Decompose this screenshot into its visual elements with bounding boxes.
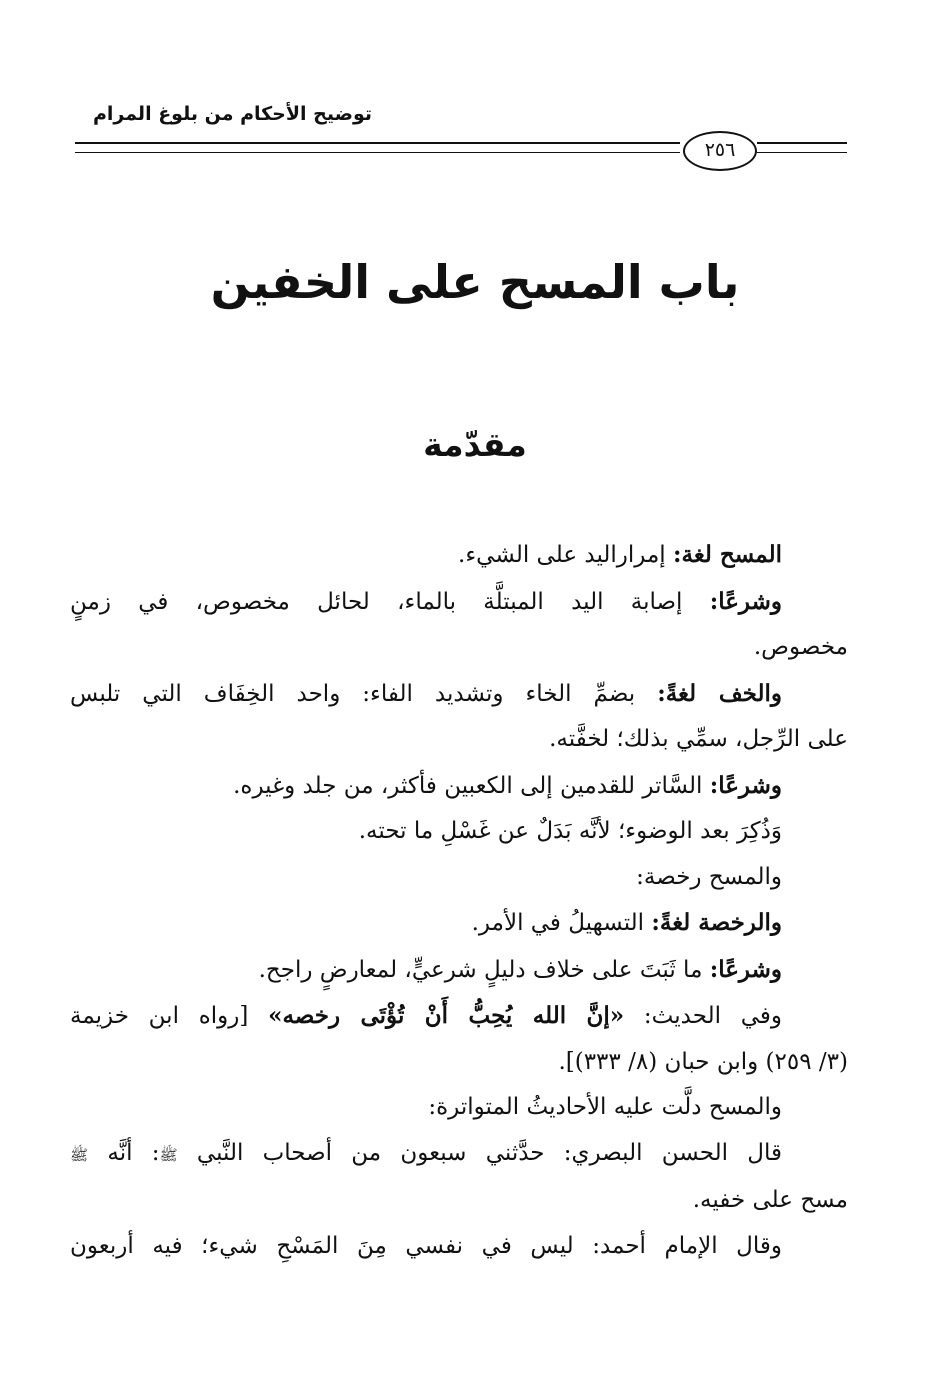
definition-text: إصابة اليد المبتلَّة بالماء، لحائل مخصوص، في زمنٍ bbox=[70, 588, 710, 615]
text-line: والمسح رخصة: bbox=[636, 863, 782, 890]
definition-text: التسهيلُ في الأمر. bbox=[471, 910, 652, 936]
text-line bbox=[70, 1131, 848, 1179]
text-line bbox=[70, 947, 848, 994]
term-label: وشرعًا: bbox=[709, 771, 782, 799]
hadith-intro: وفي الحديث: bbox=[624, 1003, 782, 1029]
text-line: مسح على خفيه. bbox=[692, 1187, 848, 1213]
chapter-title: باب المسح على الخفين bbox=[210, 255, 740, 309]
term-label: وشرعًا: bbox=[709, 955, 782, 983]
text-line: مخصوص. bbox=[753, 634, 848, 660]
definition-text: إمرارالید علی الشيء. bbox=[458, 542, 673, 568]
body-text bbox=[70, 532, 848, 1269]
header-rule-top-left bbox=[75, 142, 680, 144]
text-line: على الرِّجل، سمِّي بذلك؛ لخفَّته. bbox=[549, 726, 848, 752]
narration-text: قال الحسن البصري: حدَّثني سبعون من أصحاب النَّبي bbox=[177, 1139, 782, 1166]
text-line: وَذُكِرَ بعد الوضوء؛ لأنَّه بَدَلٌ عن غَسْلِ ما تحته. bbox=[358, 818, 782, 844]
definition-text: بضمِّ الخاء وتشديد الفاء: واحد الخِفَاف التي تلبس bbox=[70, 680, 658, 707]
text-line: والمسح دلَّت عليه الأحاديثُ المتواترة: bbox=[428, 1094, 782, 1120]
text-line bbox=[70, 993, 848, 1040]
header-rule-bottom-left bbox=[75, 152, 680, 153]
term-label: وشرعًا: bbox=[709, 587, 782, 615]
narration-text: : أنَّه bbox=[88, 1139, 160, 1166]
salutation-glyph: ﷺ bbox=[70, 1145, 89, 1164]
text-line: وقال الإمام أحمد: ليس في نفسي مِنَ المَسْحِ شيء؛ فيه أربعون bbox=[70, 1232, 782, 1259]
section-title: مقدّمة bbox=[423, 425, 527, 464]
text-line bbox=[70, 900, 848, 947]
definition-text: ما ثَبَتَ على خلاف دليلٍ شرعيٍّ، لمعارضٍ راجح. bbox=[258, 956, 710, 983]
hadith-quote: «إنَّ الله يُحِبُّ أَنْ تُؤْتَى رخصه» bbox=[268, 1002, 625, 1029]
text-line bbox=[70, 671, 848, 718]
term-label: والرخصة لغةً: bbox=[651, 909, 782, 936]
header-rule-bottom-right bbox=[757, 152, 847, 153]
text-line: (٣/ ٢٥٩) وابن حبان (٨/ ٣٣٣)]. bbox=[558, 1048, 848, 1075]
text-line bbox=[70, 763, 848, 810]
term-label: والخف لغةً: bbox=[657, 679, 783, 707]
text-line bbox=[70, 579, 848, 626]
hadith-citation: [رواه ابن خزيمة bbox=[70, 1003, 269, 1029]
salutation-glyph: ﷺ bbox=[159, 1145, 178, 1164]
definition-text: السَّاتر للقدمين إلى الكعبين فأكثر، من جلد وغيره. bbox=[233, 772, 710, 799]
term-label: المسح لغة: bbox=[673, 541, 782, 568]
page-number: ٢٥٦ bbox=[683, 131, 757, 171]
header-rule-top-right bbox=[757, 142, 847, 144]
running-title: توضيح الأحكام من بلوغ المرام bbox=[92, 103, 372, 125]
text-line bbox=[70, 532, 848, 579]
